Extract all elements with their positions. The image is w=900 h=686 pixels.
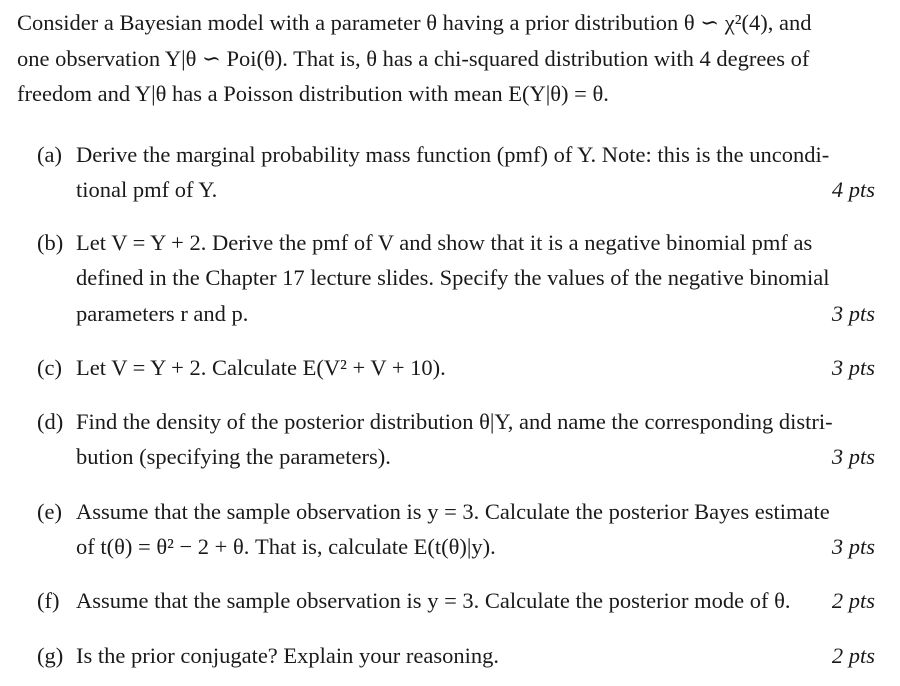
- points-label: 2 pts: [831, 643, 875, 668]
- points-label: 3 pts: [831, 534, 875, 559]
- points-label: 3 pts: [831, 355, 875, 380]
- intro-line-3: freedom and Y|θ has a Poisson distribution with mean E(Y|θ) = θ.: [17, 81, 609, 106]
- part-text-line: bution (specifying the parameters).: [76, 444, 391, 469]
- part-text-line: Find the density of the posterior distribution θ|Y, and name the corresponding distri-: [76, 409, 833, 434]
- part-text-line: Assume that the sample observation is y = 3. Calculate the posterior Bayes estimate: [76, 499, 830, 524]
- points-label: 2 pts: [831, 588, 875, 613]
- part-text-line: of t(θ) = θ² − 2 + θ. That is, calculate E(t(θ)|y).: [76, 534, 496, 559]
- part-text-line: Derive the marginal probability mass function (pmf) of Y. Note: this is the uncondi-: [76, 142, 830, 167]
- intro-line-2: one observation Y|θ ∽ Poi(θ). That is, θ has a chi-squared distribution with 4 degrees of: [17, 46, 810, 71]
- part-text-line: defined in the Chapter 17 lecture slides. Specify the values of the negative binomial: [76, 265, 830, 290]
- part-label: (d): [37, 409, 64, 434]
- intro-line-1: Consider a Bayesian model with a parameter θ having a prior distribution θ ∽ χ²(4), and: [17, 10, 812, 35]
- points-label: 3 pts: [831, 301, 875, 326]
- part-label: (a): [37, 142, 62, 167]
- points-label: 4 pts: [831, 177, 875, 202]
- part-text-line: Assume that the sample observation is y = 3. Calculate the posterior mode of θ.: [76, 588, 791, 613]
- part-label: (g): [37, 643, 64, 668]
- part-text-line: parameters r and p.: [76, 301, 249, 326]
- part-label: (f): [37, 588, 60, 613]
- points-label: 3 pts: [831, 444, 875, 469]
- part-text-line: Is the prior conjugate? Explain your reasoning.: [76, 643, 499, 668]
- part-text-line: Let V = Y + 2. Derive the pmf of V and show that it is a negative binomial pmf as: [76, 230, 813, 255]
- part-text-line: Let V = Y + 2. Calculate E(V² + V + 10).: [76, 355, 446, 380]
- part-label: (e): [37, 499, 62, 524]
- part-label: (c): [37, 355, 62, 380]
- part-text-line: tional pmf of Y.: [76, 177, 218, 202]
- part-label: (b): [37, 230, 64, 255]
